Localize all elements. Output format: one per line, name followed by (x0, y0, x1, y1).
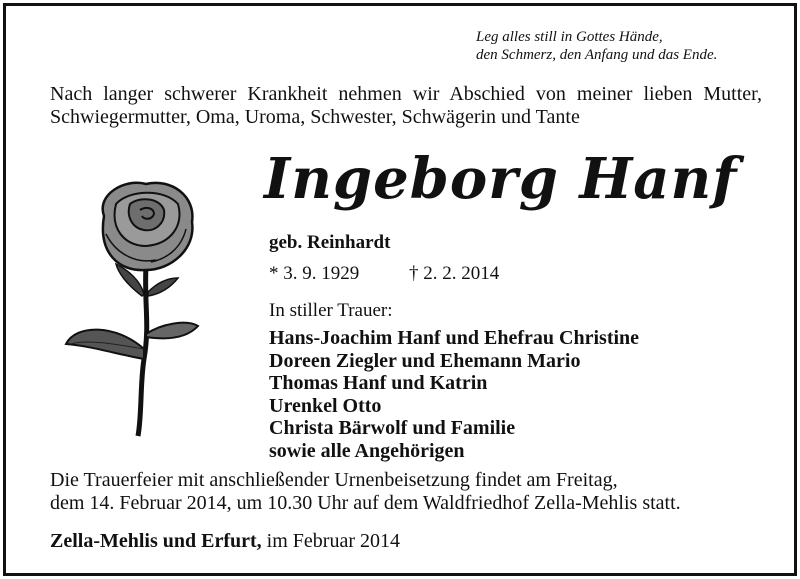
closing-line (50, 530, 400, 553)
birth-date: * 3. 9. 1929 (269, 263, 360, 284)
deceased-name: Ingeborg Hanf (264, 146, 738, 212)
mourner-entry: Hans-Joachim Hanf und Ehefrau Christine (269, 327, 640, 349)
motto-verse (476, 28, 766, 64)
closing-date: im Februar 2014 (261, 530, 400, 552)
mourning-label: In stiller Trauer: (269, 300, 393, 321)
birth-name: geb. Reinhardt (269, 232, 391, 253)
obituary-frame (3, 3, 797, 576)
motto-line-2: den Schmerz, den Anfang und das Ende. (476, 47, 718, 63)
service-line-1: Die Trauerfeier mit anschließender Urnenbeisetzung findet am Freitag, (50, 469, 618, 491)
mourner-entry: Doreen Ziegler und Ehemann Mario (269, 349, 581, 372)
motto-line-1: Leg alles still in Gottes Hände, (476, 29, 663, 45)
life-dates (269, 263, 500, 285)
mourner-entry: Urenkel Otto (269, 394, 382, 417)
mourner-entry: Thomas Hanf und Katrin (269, 372, 488, 394)
intro-text: Nach langer schwerer Krankheit nehmen wir Abschied von meiner lieben Mutter, Schwiegermutter, Oma, Uroma, Schwester, Schwägerin und Tante (50, 83, 762, 128)
funeral-service-info (50, 469, 681, 515)
closing-places: Zella-Mehlis und Erfurt, (50, 530, 262, 552)
mourner-entry: Christa Bärwolf und Familie (269, 417, 516, 439)
mourner-entry: sowie alle Angehörigen (269, 439, 465, 462)
mourners-list (269, 327, 639, 462)
service-line-2: dem 14. Februar 2014, um 10.30 Uhr auf dem Waldfriedhof Zella-Mehlis statt. (50, 492, 681, 514)
death-date: † 2. 2. 2014 (409, 263, 500, 284)
rose-icon (46, 174, 226, 439)
